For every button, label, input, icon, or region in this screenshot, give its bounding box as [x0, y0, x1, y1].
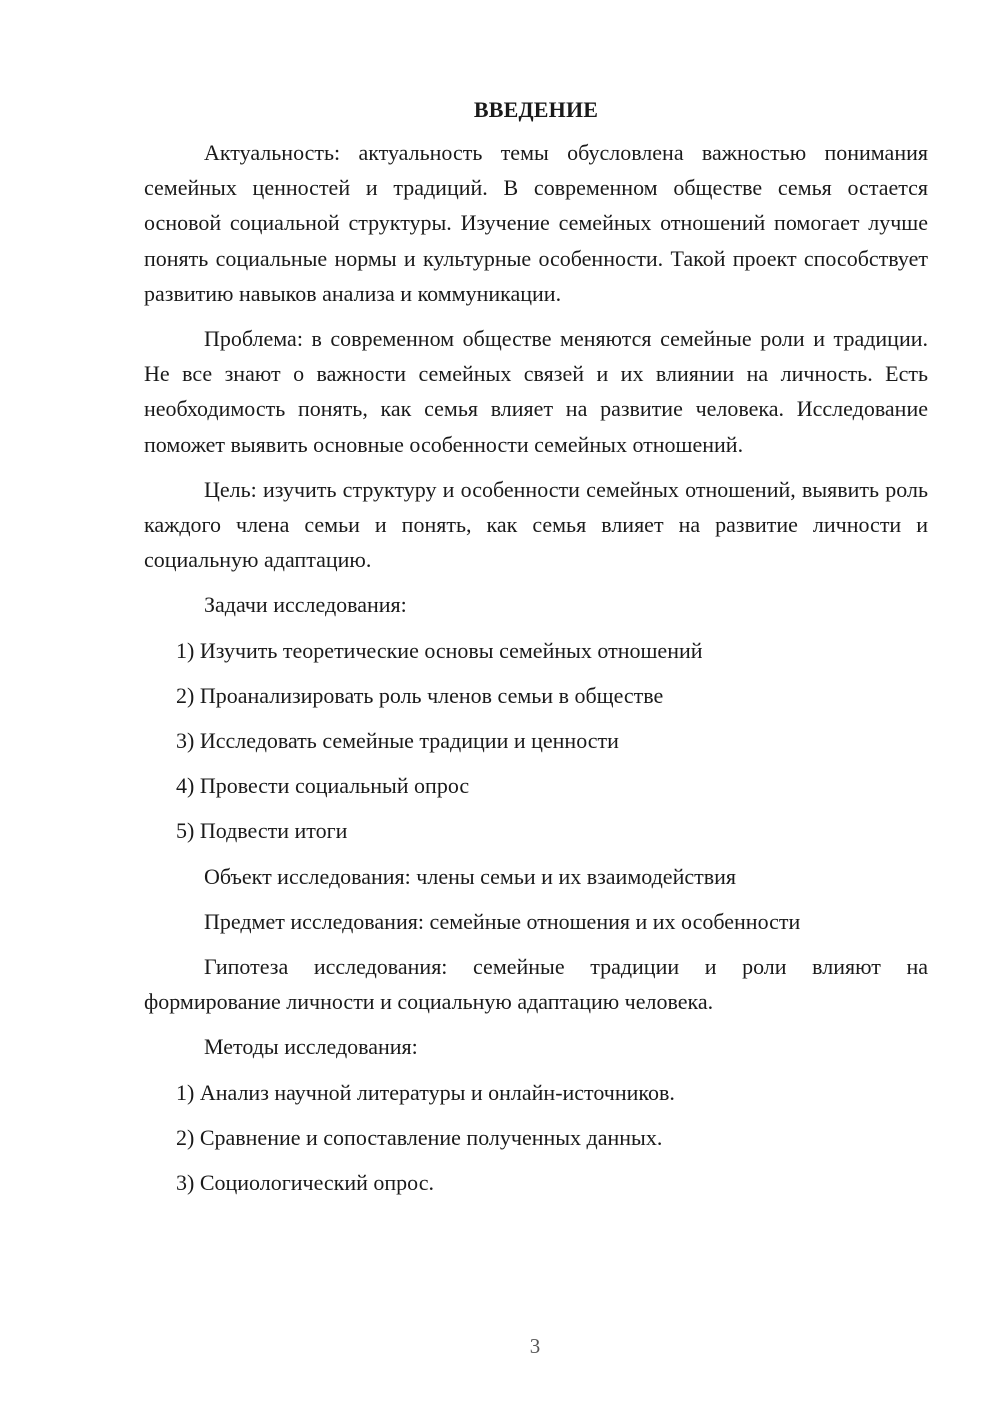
page-number: 3 [529, 1334, 541, 1358]
page-heading: ВВЕДЕНИЕ [473, 97, 599, 122]
task-item: 1) Изучить теоретические основы семейных отношений [176, 637, 703, 663]
problem-paragraph: Проблема: в современном обществе меняются семейные роли и традиции. Не все знают о важности семейных связей и их влиянии на личность. Есть необходимость понять, как семья влияет на развитие человека. Исследование поможет выявить основные особенности семейных отношений. [144, 326, 928, 457]
task-item: 3) Исследовать семейные традиции и ценности [176, 728, 619, 754]
task-item: 5) Подвести итоги [176, 818, 348, 844]
page-content [144, 95, 928, 1210]
method-item: 3) Социологический опрос. [176, 1170, 434, 1196]
methods-list [144, 1075, 928, 1201]
task-item: 2) Проанализировать роль членов семьи в обществе [176, 682, 664, 708]
task-item: 4) Провести социальный опрос [176, 773, 470, 799]
research-hypothesis: Гипотеза исследования: семейные традиции и роли влияют на формирование личности и социальную адаптацию человека. [144, 954, 928, 1015]
tasks-label: Задачи исследования: [204, 592, 407, 618]
method-item: 1) Анализ научной литературы и онлайн-источников. [176, 1079, 675, 1105]
research-subject: Предмет исследования: семейные отношения и их особенности [204, 908, 801, 934]
goal-paragraph: Цель: изучить структуру и особенности семейных отношений, выявить роль каждого члена семьи и понять, как семья влияет на развитие личности и социальную адаптацию. [144, 476, 928, 573]
research-object: Объект исследования: члены семьи и их взаимодействия [204, 863, 737, 889]
tasks-list [144, 633, 928, 849]
methods-label: Методы исследования: [204, 1034, 418, 1060]
relevance-paragraph: Актуальность: актуальность темы обусловлена важностью понимания семейных ценностей и традиций. В современном обществе семья остается основой социальной структуры. Изучение семейных отношений помогает лучше понять социальные нормы и культурные особенности. Такой проект способствует развитию навыков анализа и коммуникации. [144, 140, 928, 306]
method-item: 2) Сравнение и сопоставление полученных данных. [176, 1124, 663, 1150]
